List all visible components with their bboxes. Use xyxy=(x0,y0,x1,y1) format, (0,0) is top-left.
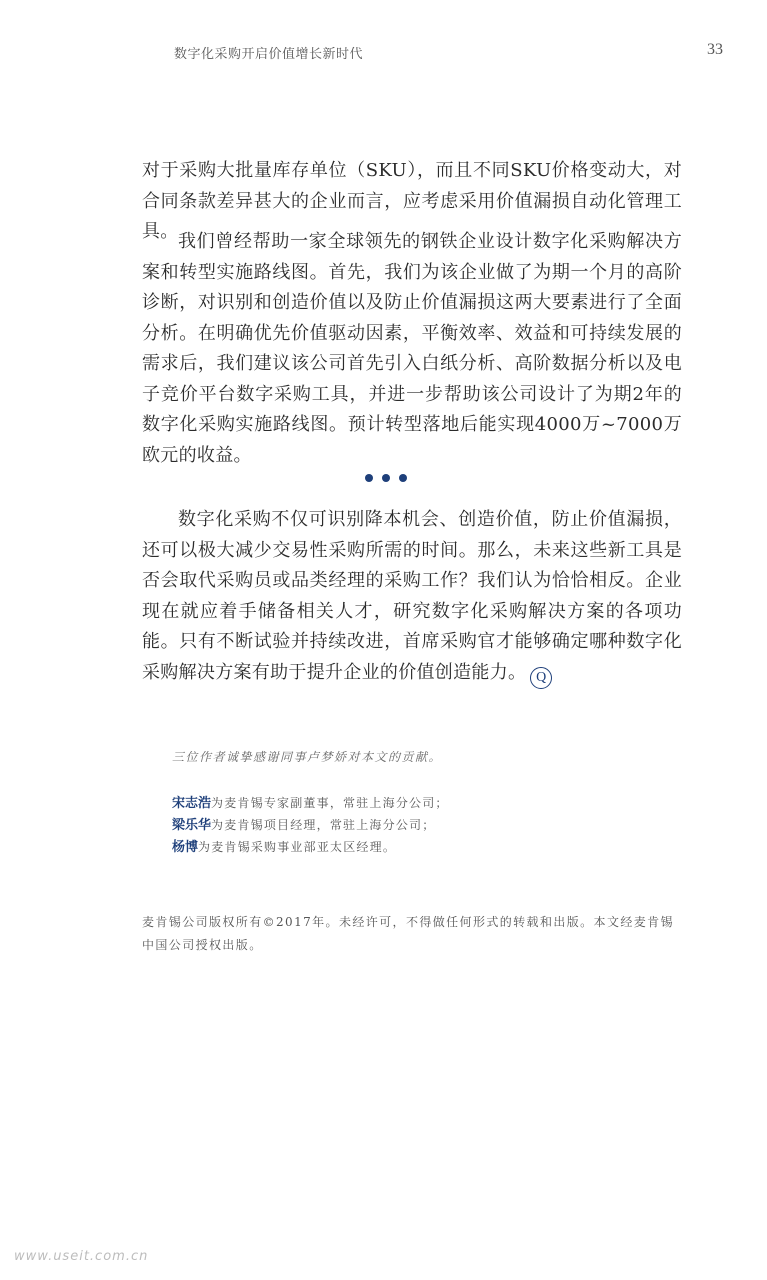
author-role: 为麦肯锡采购事业部亚太区经理。 xyxy=(198,840,397,854)
author-name: 梁乐华 xyxy=(172,818,212,833)
author-item xyxy=(172,792,449,814)
body-paragraph: 我们曾经帮助一家全球领先的钢铁企业设计数字化采购解决方案和转型实施路线图。首先，我们为该企业做了为期一个月的高阶诊断，对识别和创造价值以及防止价值漏损这两大要素进行了全面分析。在明确优先价值驱动因素，平衡效率、效益和可持续发展的需求后，我们建议该公司首先引入白纸分析、高阶数据分析以及电子竞价平台数字采购工具，并进一步帮助该公司设计了为期2年的数字化采购实施路线图。预计转型落地后能实现4000万~7000万欧元的收益。 xyxy=(142,231,682,466)
acknowledgement: 三位作者诚挚感谢同事卢梦娇对本文的贡献。 xyxy=(172,750,443,764)
copyright-notice: 麦肯锡公司版权所有©2017年。未经许可，不得做任何形式的转载和出版。本文经麦肯锡中国公司授权出版。 xyxy=(142,915,674,952)
site-watermark: www.useit.com.cn xyxy=(14,1249,149,1264)
divider-dot xyxy=(365,474,373,482)
end-mark-icon: Q xyxy=(530,667,552,689)
author-list xyxy=(172,792,449,858)
page-number: 33 xyxy=(707,41,723,58)
divider-dot xyxy=(399,474,407,482)
divider-dot xyxy=(382,474,390,482)
author-item xyxy=(172,814,449,836)
running-title: 数字化采购开启价值增长新时代 xyxy=(174,47,364,62)
body-paragraph: 对于采购大批量库存单位（SKU），而且不同SKU价格变动大，对合同条款差异甚大的企业而言，应考虑采用价值漏损自动化管理工具。 xyxy=(142,160,682,242)
body-paragraph-text: 数字化采购不仅可识别降本机会、创造价值，防止价值漏损，还可以极大减少交易性采购所需的时间。那么，未来这些新工具是否会取代采购员或品类经理的采购工作？我们认为恰恰相反。企业现在就应着手储备相关人才，研究数字化采购解决方案的各项功能。只有不断试验并持续改进，首席采购官才能够确定哪种数字化采购解决方案有助于提升企业的价值创造能力。 xyxy=(142,509,682,683)
section-divider xyxy=(365,474,407,482)
author-item xyxy=(172,836,449,858)
body-paragraph xyxy=(142,505,682,689)
author-role: 为麦肯锡专家副董事，常驻上海分公司； xyxy=(211,796,449,810)
author-name: 杨博 xyxy=(172,840,199,855)
author-name: 宋志浩 xyxy=(172,796,212,811)
author-role: 为麦肯锡项目经理，常驻上海分公司； xyxy=(211,818,436,832)
